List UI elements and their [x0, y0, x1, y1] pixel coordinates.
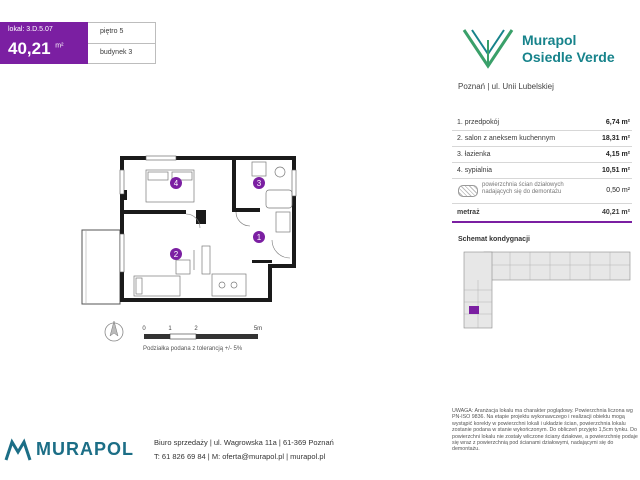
schemat-title: Schemat kondygnacji: [458, 236, 530, 243]
brand-name: Murapol: [522, 32, 577, 48]
compass-north-icon: [105, 321, 123, 341]
floor-label: piętro 5: [100, 28, 124, 35]
sales-office-info: [154, 436, 334, 464]
building-label: budynek 3: [100, 49, 133, 56]
murapol-logo-icon: [4, 438, 32, 462]
scale-tick-1: 1: [168, 326, 172, 332]
wall-surface-row: powierzchnia ścian działowych nadających się do demontażu 0,50 m²: [452, 179, 632, 204]
apartment-location-box: [88, 22, 156, 64]
floor-plan: [76, 150, 298, 310]
scale-tick-2: 2: [194, 326, 198, 332]
room-row-3: 3. łazienka 4,15 m²: [452, 147, 632, 163]
brand-subtitle: Osiedle Verde: [522, 49, 615, 65]
scale-tick-3: 5m: [253, 326, 263, 332]
room-marker-1-label: 1: [256, 233, 262, 242]
hatch-swatch-icon: [458, 185, 478, 197]
apartment-area: 40,21 $^{m^2}$: [8, 39, 64, 58]
project-address: Poznań | ul. Unii Lubelskiej: [458, 82, 554, 91]
scale-bar: [100, 318, 270, 346]
room-row-4: 4. sypialnia 10,51 m²: [452, 163, 632, 179]
room-marker-2-label: 2: [173, 250, 179, 259]
apartment-id: lokal: 3.D.5.07: [8, 26, 53, 33]
office-address: Biuro sprzedaży | ul. Wagrowska 11a | 61-369 Poznań: [154, 438, 334, 447]
murapol-verde-logo-icon: [462, 26, 514, 70]
room-marker-4-label: 4: [173, 179, 179, 188]
tolerance-note: Podziałka podana z tolerancją +/- 5%: [143, 346, 243, 352]
total-area-row: metraż 40,21 m²: [452, 204, 632, 223]
room-row-1: 1. przedpokój 6,74 m²: [452, 115, 632, 131]
room-row-2: 2. salon z aneksem kuchennym 18,31 m²: [452, 131, 632, 147]
rooms-table: [452, 115, 632, 223]
office-contact: T: 61 826 69 84 | M: oferta@murapol.pl | murapol.pl: [154, 452, 326, 461]
floor-schematic: [460, 250, 632, 332]
murapol-logo: MURAPOL: [36, 439, 134, 459]
room-marker-3-label: 3: [256, 179, 262, 188]
scale-tick-0: 0: [142, 326, 146, 332]
disclaimer-notes: UWAGA: Aranżacja lokalu ma charakter poglądowy. Powierzchnia liczona wg PN-ISO 9836. Na etapie projektu wykonawczego i realizacji obiektu mogą wystąpić korekty w powierzchni lokali i układzie ścian, powierzchnia lokalu zostanie podana w stanie wykończonym. Do obliczeń przyjęto 1,5cm tynku. Do powierzchni lokalu nie zostały wliczone ściany działowe, a powierzchnię podaje się wraz z powierzchnią pod ścianami działowymi, nadającymi się do demontażu.: [452, 408, 638, 453]
apartment-summary: [0, 22, 88, 64]
apartment-highlight: [469, 306, 479, 314]
room-markers: [170, 177, 265, 260]
